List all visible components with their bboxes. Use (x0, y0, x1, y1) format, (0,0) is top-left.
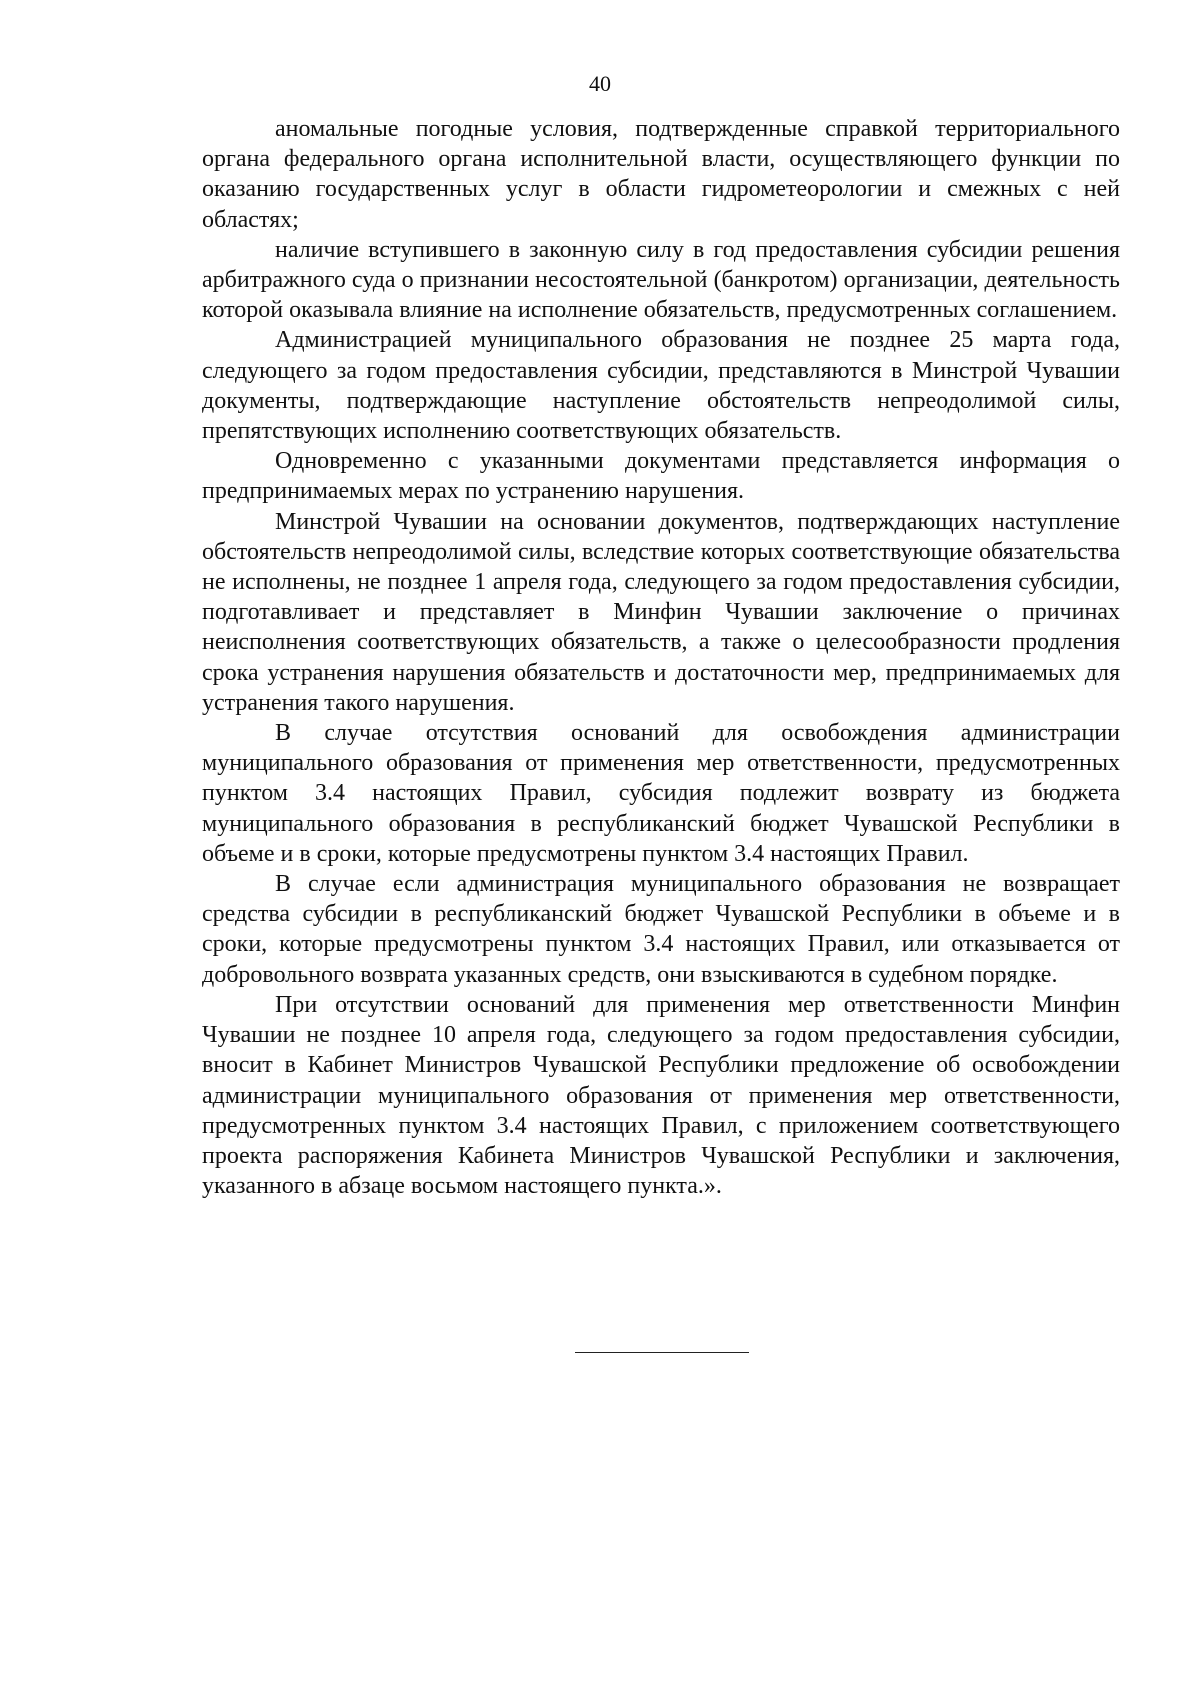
paragraph-3: Администрацией муниципального образования не позднее 25 марта года, следующего за годом предоставления субсидии, представляются в Минстрой Чувашии документы, подтверждающие наступление обстоятельств непреодолимой силы, препятствующих исполнению соответствующих обязательств. (202, 327, 1120, 445)
paragraph-8: При отсутствии оснований для применения мер ответственности Минфин Чувашии не позднее 10 апреля года, следующего за годом предоставления субсидии, вносит в Кабинет Министров Чувашской Республики предложение об освобождении администрации муниципального образования от применения мер ответственности, предусмотренных пунктом 3.4 настоящих Правил, с приложением соответствующего проекта распоряжения Кабинета Министров Чувашской Республики и заключения, указанного в абзаце восьмом настоящего пункта.». (202, 991, 1120, 1200)
paragraph-6: В случае отсутствия оснований для освобождения администрации муниципального образования от применения мер ответственности, предусмотренных пунктом 3.4 настоящих Правил, субсидия подлежит возврату из бюджета муниципального образования в республиканский бюджет Чувашской Республики в объеме и в сроки, которые предусмотрены пунктом 3.4 настоящих Правил. (202, 720, 1120, 867)
paragraph-7: В случае если администрация муниципального образования не возвращает средства субсидии в республиканский бюджет Чувашской Республики в объеме и в сроки, которые предусмотрены пунктом 3.4 настоящих Правил, или отказывается от добровольного возврата указанных средств, они взыскиваются в судебном порядке. (202, 871, 1120, 988)
page-number: 40 (589, 71, 611, 96)
paragraph-4: Одновременно с указанными документами представляется информация о предпринимаемых мерах по устранению нарушения. (202, 448, 1120, 505)
document-body (202, 114, 1120, 1201)
paragraph-2: наличие вступившего в законную силу в год предоставления субсидии решения арбитражного суда о признании несостоятельной (банкротом) организации, деятельность которой оказывала влияние на исполнение обязательств, предусмотренных соглашением. (202, 236, 1120, 324)
end-of-text-rule (575, 1352, 749, 1353)
paragraph-1: аномальные погодные условия, подтвержденные справкой территориального органа федерального органа исполнительной власти, осуществляющего функции по оказанию государственных услуг в области гидрометеорологии и смежных с ней областях; (202, 116, 1120, 233)
paragraph-5: Минстрой Чувашии на основании документов, подтверждающих наступление обстоятельств непреодолимой силы, вследствие которых соответствующие обязательства не исполнены, не позднее 1 апреля года, следующего за годом предоставления субсидии, подготавливает и представляет в Минфин Чувашии заключение о причинах неисполнения соответствующих обязательств, а также о целесообразности продления срока устранения нарушения обязательств и достаточности мер, предпринимаемых для устранения такого нарушения. (202, 508, 1120, 716)
